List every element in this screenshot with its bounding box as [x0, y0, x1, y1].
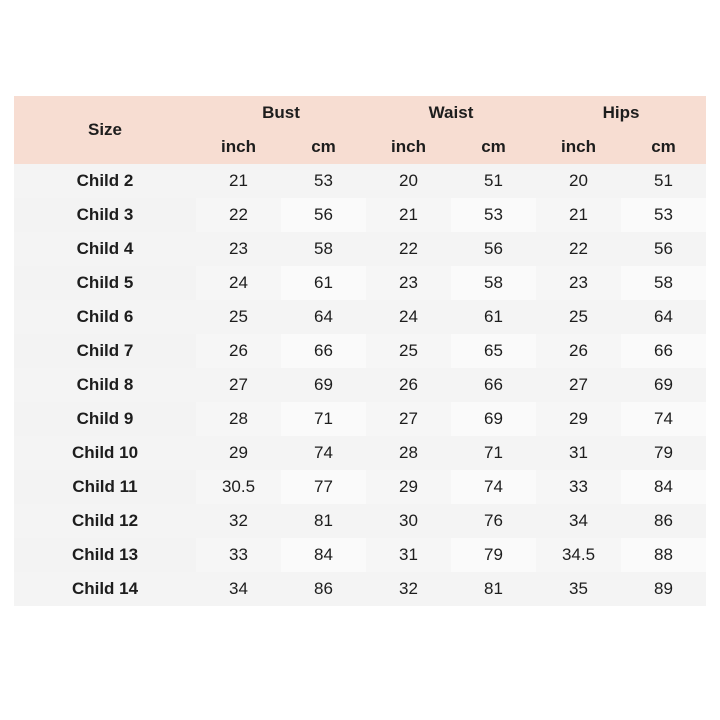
- column-group-hips: Hips: [536, 96, 706, 130]
- cell-hips-inch: 33: [536, 470, 621, 504]
- table-body: [14, 164, 706, 606]
- cell-waist-inch: 26: [366, 368, 451, 402]
- cell-hips-cm: 79: [621, 436, 706, 470]
- table-row: [14, 572, 706, 606]
- table-row: [14, 504, 706, 538]
- column-header-size: Size: [14, 96, 196, 164]
- cell-bust-inch: 24: [196, 266, 281, 300]
- cell-bust-cm: 66: [281, 334, 366, 368]
- cell-hips-inch: 29: [536, 402, 621, 436]
- cell-hips-cm: 89: [621, 572, 706, 606]
- cell-bust-inch: 22: [196, 198, 281, 232]
- cell-waist-inch: 31: [366, 538, 451, 572]
- cell-bust-cm: 56: [281, 198, 366, 232]
- cell-hips-cm: 66: [621, 334, 706, 368]
- column-header-waist-cm: cm: [451, 130, 536, 164]
- cell-hips-inch: 34: [536, 504, 621, 538]
- cell-bust-cm: 71: [281, 402, 366, 436]
- size-chart-container: [14, 96, 706, 606]
- cell-waist-inch: 22: [366, 232, 451, 266]
- table-row: [14, 164, 706, 198]
- cell-waist-inch: 24: [366, 300, 451, 334]
- cell-hips-cm: 56: [621, 232, 706, 266]
- cell-waist-inch: 28: [366, 436, 451, 470]
- cell-size: Child 14: [14, 572, 196, 606]
- cell-waist-cm: 53: [451, 198, 536, 232]
- cell-hips-inch: 31: [536, 436, 621, 470]
- cell-bust-inch: 26: [196, 334, 281, 368]
- table-row: [14, 402, 706, 436]
- cell-hips-inch: 35: [536, 572, 621, 606]
- cell-hips-cm: 69: [621, 368, 706, 402]
- cell-size: Child 9: [14, 402, 196, 436]
- cell-waist-inch: 23: [366, 266, 451, 300]
- cell-bust-inch: 21: [196, 164, 281, 198]
- cell-hips-cm: 74: [621, 402, 706, 436]
- column-header-bust-inch: inch: [196, 130, 281, 164]
- table-row: [14, 266, 706, 300]
- cell-bust-cm: 84: [281, 538, 366, 572]
- cell-waist-inch: 20: [366, 164, 451, 198]
- cell-waist-inch: 21: [366, 198, 451, 232]
- cell-size: Child 4: [14, 232, 196, 266]
- cell-size: Child 2: [14, 164, 196, 198]
- table-row: [14, 538, 706, 572]
- cell-waist-cm: 61: [451, 300, 536, 334]
- cell-bust-inch: 28: [196, 402, 281, 436]
- cell-bust-inch: 27: [196, 368, 281, 402]
- cell-bust-cm: 58: [281, 232, 366, 266]
- cell-size: Child 13: [14, 538, 196, 572]
- cell-waist-inch: 25: [366, 334, 451, 368]
- cell-size: Child 8: [14, 368, 196, 402]
- cell-bust-cm: 53: [281, 164, 366, 198]
- cell-waist-inch: 32: [366, 572, 451, 606]
- cell-bust-inch: 30.5: [196, 470, 281, 504]
- cell-hips-inch: 22: [536, 232, 621, 266]
- cell-hips-cm: 64: [621, 300, 706, 334]
- header-row-groups: [14, 96, 706, 130]
- cell-hips-cm: 84: [621, 470, 706, 504]
- cell-waist-cm: 71: [451, 436, 536, 470]
- cell-hips-cm: 86: [621, 504, 706, 538]
- cell-waist-cm: 74: [451, 470, 536, 504]
- cell-waist-inch: 30: [366, 504, 451, 538]
- cell-hips-cm: 53: [621, 198, 706, 232]
- cell-bust-inch: 32: [196, 504, 281, 538]
- table-row: [14, 232, 706, 266]
- cell-waist-cm: 76: [451, 504, 536, 538]
- cell-waist-inch: 29: [366, 470, 451, 504]
- cell-size: Child 3: [14, 198, 196, 232]
- column-header-hips-inch: inch: [536, 130, 621, 164]
- cell-size: Child 7: [14, 334, 196, 368]
- cell-bust-cm: 86: [281, 572, 366, 606]
- cell-waist-cm: 51: [451, 164, 536, 198]
- table-row: [14, 198, 706, 232]
- cell-waist-cm: 69: [451, 402, 536, 436]
- cell-bust-cm: 69: [281, 368, 366, 402]
- table-row: [14, 436, 706, 470]
- cell-waist-cm: 65: [451, 334, 536, 368]
- cell-bust-cm: 81: [281, 504, 366, 538]
- cell-size: Child 5: [14, 266, 196, 300]
- size-chart-table: [14, 96, 706, 606]
- cell-bust-inch: 29: [196, 436, 281, 470]
- cell-bust-cm: 61: [281, 266, 366, 300]
- cell-hips-inch: 21: [536, 198, 621, 232]
- cell-hips-inch: 27: [536, 368, 621, 402]
- column-group-bust: Bust: [196, 96, 366, 130]
- cell-size: Child 10: [14, 436, 196, 470]
- cell-bust-inch: 33: [196, 538, 281, 572]
- column-header-waist-inch: inch: [366, 130, 451, 164]
- column-header-hips-cm: cm: [621, 130, 706, 164]
- cell-bust-cm: 64: [281, 300, 366, 334]
- cell-hips-inch: 26: [536, 334, 621, 368]
- cell-waist-cm: 66: [451, 368, 536, 402]
- cell-waist-cm: 81: [451, 572, 536, 606]
- column-header-bust-cm: cm: [281, 130, 366, 164]
- cell-waist-cm: 58: [451, 266, 536, 300]
- table-row: [14, 334, 706, 368]
- cell-hips-cm: 88: [621, 538, 706, 572]
- column-group-waist: Waist: [366, 96, 536, 130]
- cell-size: Child 12: [14, 504, 196, 538]
- table-header: [14, 96, 706, 164]
- cell-bust-cm: 74: [281, 436, 366, 470]
- cell-size: Child 11: [14, 470, 196, 504]
- cell-bust-inch: 34: [196, 572, 281, 606]
- cell-bust-inch: 23: [196, 232, 281, 266]
- cell-hips-inch: 20: [536, 164, 621, 198]
- cell-hips-inch: 34.5: [536, 538, 621, 572]
- cell-hips-inch: 25: [536, 300, 621, 334]
- cell-hips-cm: 58: [621, 266, 706, 300]
- cell-hips-cm: 51: [621, 164, 706, 198]
- table-row: [14, 368, 706, 402]
- cell-waist-cm: 79: [451, 538, 536, 572]
- cell-hips-inch: 23: [536, 266, 621, 300]
- table-row: [14, 300, 706, 334]
- cell-bust-cm: 77: [281, 470, 366, 504]
- cell-waist-inch: 27: [366, 402, 451, 436]
- cell-bust-inch: 25: [196, 300, 281, 334]
- cell-waist-cm: 56: [451, 232, 536, 266]
- table-row: [14, 470, 706, 504]
- cell-size: Child 6: [14, 300, 196, 334]
